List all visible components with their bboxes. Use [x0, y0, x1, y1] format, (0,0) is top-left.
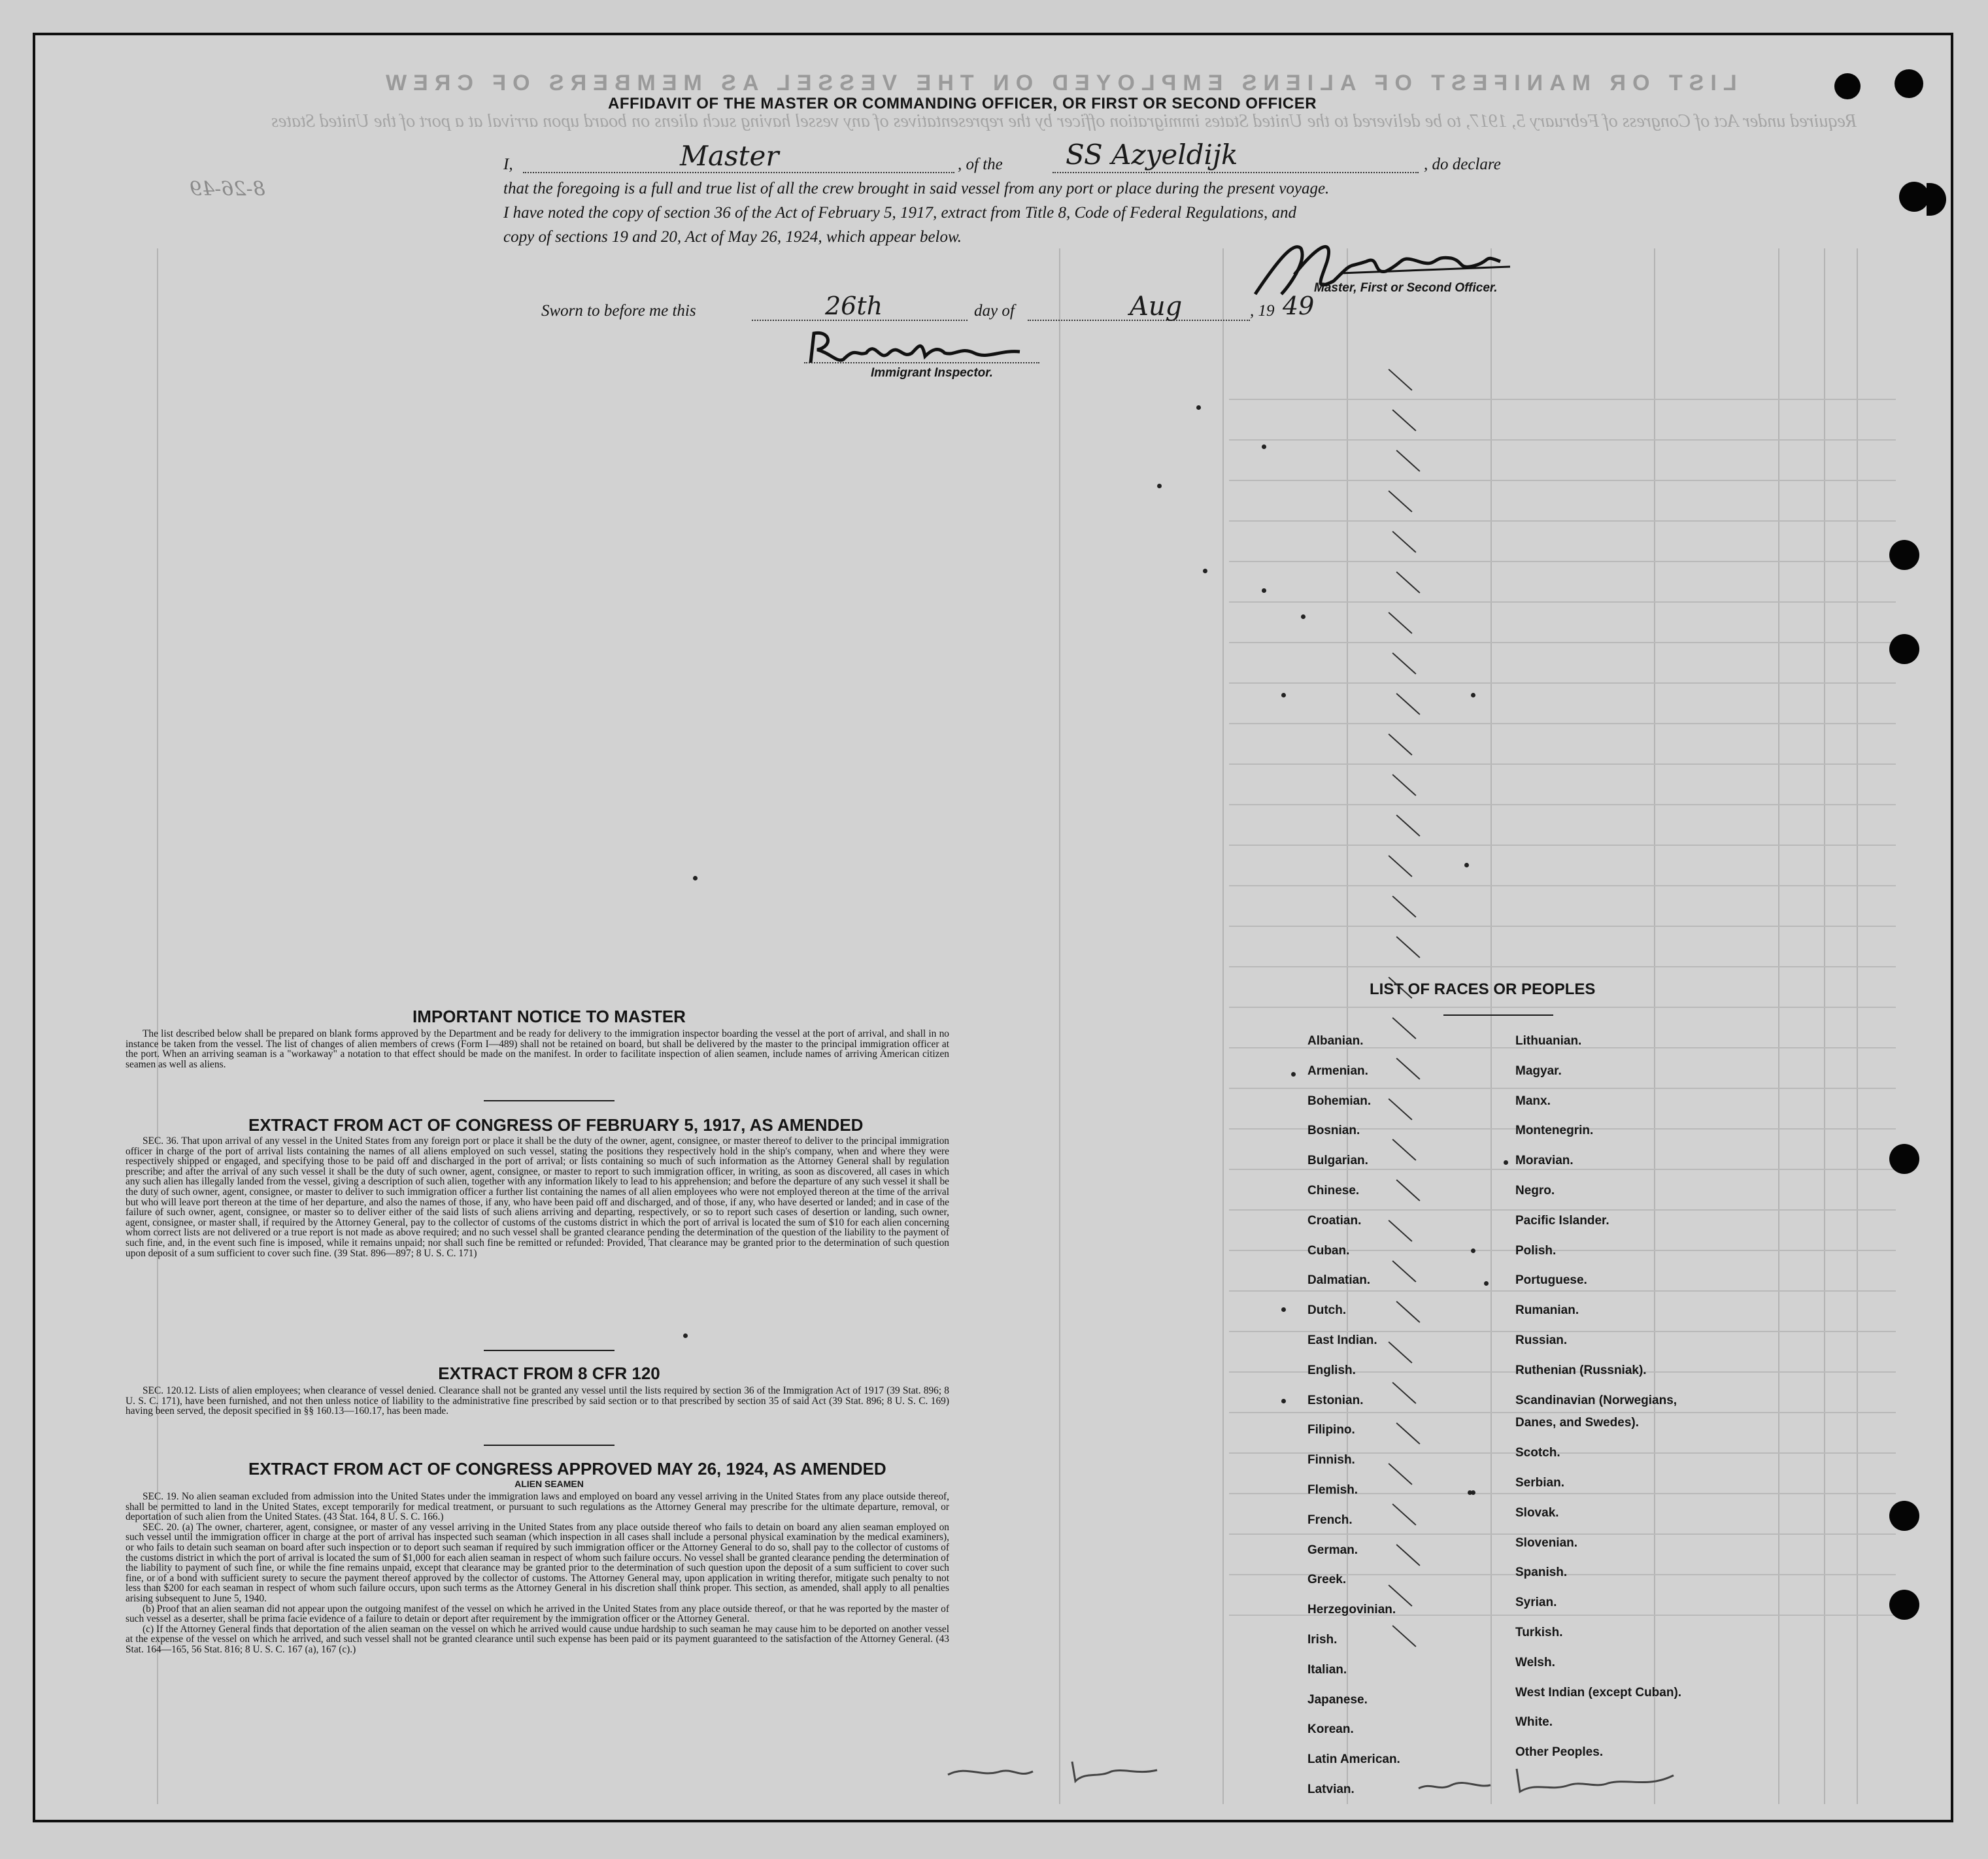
sworn-label: Sworn to before me this [541, 302, 696, 320]
ink-dot [1281, 693, 1286, 697]
important-notice-heading: IMPORTANT NOTICE TO MASTER [413, 1007, 686, 1026]
race-item: Other Peoples. [1515, 1745, 1604, 1760]
bleed-row-rule [1229, 399, 1896, 400]
bleed-row-rule [1229, 520, 1896, 522]
punch-hole [1895, 69, 1923, 98]
ink-dot [1196, 405, 1201, 410]
bleed-row-rule [1229, 642, 1896, 643]
ink-dot [1203, 569, 1207, 573]
bleed-row-rule [1229, 480, 1896, 481]
race-item: Italian. [1307, 1662, 1347, 1677]
bleed-column-rule [1654, 248, 1655, 1804]
bleed-column-rule [1491, 248, 1492, 1804]
race-item: West Indian (except Cuban). [1515, 1685, 1682, 1700]
race-item: Slovak. [1515, 1505, 1559, 1520]
divider [484, 1350, 615, 1351]
race-item: Syrian. [1515, 1596, 1557, 1610]
ink-dot [1157, 484, 1162, 488]
bleed-row-rule [1229, 1007, 1896, 1008]
divider [484, 1445, 615, 1446]
bleed-column-rule [1222, 248, 1224, 1804]
bleed-row-rule [1229, 1209, 1896, 1211]
important-notice-text [126, 1029, 949, 1069]
bleed-row-rule [1229, 723, 1896, 724]
race-item: English. [1307, 1363, 1356, 1377]
race-item: Dutch. [1307, 1303, 1347, 1318]
race-item: Albanian. [1307, 1034, 1364, 1048]
ink-dot [1281, 1307, 1286, 1312]
bleed-row-rule [1229, 1331, 1896, 1332]
bleed-column-rule [1347, 248, 1348, 1804]
inspector-line [804, 361, 1039, 363]
ink-dot [1464, 863, 1469, 867]
race-item: Russian. [1515, 1333, 1568, 1347]
ink-dot [1471, 1490, 1475, 1495]
section-19-paragraph: SEC. 19. No alien seaman excluded from admission into the United States under the immigration laws and employed on board any vessel arriving in the United States from any place outside thereof, shall be permitted to land in the United States, except temporarily for medical treatment, or pursuant to such regulations as the Attorney General may prescribe for the ultimate departure, removal, or deportation of such alien from the United States. (43 Stat. 164, 8 U. S. C. 166.) [126, 1491, 949, 1523]
race-item: Latin American. [1307, 1752, 1400, 1767]
bleed-row-rule [1229, 1290, 1896, 1292]
bleed-row-rule [1229, 682, 1896, 684]
race-item: Latvian. [1307, 1783, 1355, 1796]
bleed-column-rule [1857, 248, 1858, 1804]
sworn-year-handwritten: 49 [1283, 292, 1315, 320]
divider [484, 1100, 615, 1101]
bleed-column-rule [1824, 248, 1825, 1804]
punch-hole [1889, 634, 1919, 664]
extract-cfr-text [126, 1386, 949, 1416]
extract-1924-heading: EXTRACT FROM ACT OF CONGRESS APPROVED MAY 26, 1924, AS AMENDED [248, 1459, 886, 1479]
section-120-12-paragraph: SEC. 120.12. Lists of alien employees; when clearance of vessel denied. Clearance shall not be granted any vessel until the lists required by section 36 of the Immigration Act of 1917 (39 Stat. 896; 8 U. S. C. 171), have been furnished, and not then unless notice of liability to the administrative fine prescribed by said section or to that prescribed by section 35 of said Act (39 Stat. 896; 8 U. S. C. 169) having been served, the deposit specified in §§ 160.13—160.17, has been made. [126, 1385, 949, 1417]
bleed-row-rule [1229, 885, 1896, 886]
ink-dot [1262, 444, 1266, 449]
race-item: Japanese. [1307, 1692, 1368, 1707]
race-item: Montenegrin. [1515, 1124, 1594, 1138]
race-item: Slovenian. [1515, 1535, 1578, 1550]
bleed-row-rule [1229, 966, 1896, 967]
race-item: Ruthenian (Russniak). [1515, 1363, 1647, 1377]
bleed-row-rule [1229, 439, 1896, 441]
race-item: Danes, and Swedes). [1515, 1416, 1640, 1430]
important-notice-paragraph: The list described below shall be prepared on blank forms approved by the Department and be ready for delivery to the immigration inspector boarding the vessel at the port of arrival, and shall in no instance be taken from the vessel. The list of changes of alien members of crews (Form I—489) shall not be retained on board, but shall be delivered by the master to the principal immigration officer at the port. When an arriving seaman is a "workaway" a notation to that effect should be made on the manifest. In order to facilitate inspection of alien seamen, include names of arriving American citizen seamen as well as aliens. [126, 1028, 949, 1070]
race-item: Scotch. [1515, 1446, 1560, 1460]
race-item: Moravian. [1515, 1154, 1574, 1168]
bleed-column-rule [1778, 248, 1779, 1804]
day-of-label: day of [974, 302, 1015, 320]
race-item: Polish. [1515, 1243, 1557, 1258]
section-36-paragraph: SEC. 36. That upon arrival of any vessel in the United States from any foreign port or place it shall be the duty of the owner, agent, consignee, or master thereof to deliver to the principal immigration officer in charge of the port of arrival lists containing the names of all aliens employed on such vessel, stating the positions they respectively hold in the ship's company, when and where they were respectively shipped or engaged, and specifying those to be paid off and discharged in the port of arrival; or lists containing so much of such information as the Attorney General shall by regulation prescribe; and after the arrival of any such vessel it shall be the duty of such owner, agent, consignee, or master to report to such immigration officer, in writing, as soon as discovered, all cases in which any such alien has illegally landed from the vessel, giving a description of such alien, together with any information likely to lead to his apprehension; and before the departure of any such vessel it shall be the duty of such owner, agent, consignee, or master to deliver to such immigration officer a further list containing the names of all alien employees who were not employed thereon at the time of the arrival but who will leave port thereon at the time of her departure, and also the names of those, if any, who have been paid off and discharged, and of those, if any, who have deserted or landed; and in case of the failure of such owner, agent, consignee, or master so to deliver either of the said lists of such aliens arriving and departing, respectively, or so to report such cases of desertion or landing, such owner, agent, consignee, or master shall, if required by the Attorney General, pay to the collector of customs of the customs district in which the port of arrival is located the sum of $10 for each alien concerning whom correct lists are not delivered or a true report is not made as above required; and no such vessel shall be granted clearance pending the determination of the question of the liability to the payment of such fine, and, in the event such fine is imposed, while it remains unpaid; nor shall such fine be remitted or refunded: Provided, That clearance may be granted prior to the determination of such question upon deposit of a sum sufficient to cover such fine. (39 Stat. 896—897; 8 U. S. C. 171) [126, 1135, 949, 1259]
race-item: Bulgarian. [1307, 1154, 1368, 1168]
affidavit-heading: AFFIDAVIT OF THE MASTER OR COMMANDING OFFICER, OR FIRST OR SECOND OFFICER [608, 95, 1317, 112]
of-the-label: , of the [958, 156, 1003, 173]
race-item: Bosnian. [1307, 1124, 1360, 1138]
bleed-row-rule [1229, 1169, 1896, 1170]
vessel-fill-line [1053, 171, 1419, 173]
race-item: Lithuanian. [1515, 1034, 1582, 1048]
ink-dot [1262, 588, 1266, 593]
bleed-row-rule [1229, 1412, 1896, 1413]
race-item: Serbian. [1515, 1476, 1564, 1490]
race-item: Spanish. [1515, 1566, 1568, 1580]
section-20b-paragraph: (b) Proof that an alien seaman did not appear upon the outgoing manifest of the vessel on which he arrived in the United States from any place outside thereof, or that he was reported by the master of such vessel as a deserter, shall be prima facie evidence of a failure to detain or deport after requirement by the immigration officer or the Attorney General. [126, 1603, 949, 1625]
bleed-row-rule [1229, 763, 1896, 765]
races-divider [1443, 1014, 1553, 1016]
handwritten-scrawl [941, 1752, 1164, 1791]
sworn-day-handwritten: 26th [825, 292, 883, 320]
punch-hole [1834, 73, 1861, 99]
declaration-line-4: copy of sections 19 and 20, Act of May 26, 1924, which appear below. [503, 228, 962, 246]
alien-seamen-subheading: ALIEN SEAMEN [514, 1479, 584, 1489]
extract-cfr-heading: EXTRACT FROM 8 CFR 120 [438, 1364, 660, 1383]
race-item: Rumanian. [1515, 1303, 1579, 1318]
race-item: Chinese. [1307, 1184, 1360, 1197]
race-item: Scandinavian (Norwegians, [1515, 1393, 1677, 1407]
sworn-month-handwritten: Aug [1130, 292, 1183, 322]
margin-date-handwritten: 8-26-49 [190, 178, 265, 201]
ink-dot [1504, 1160, 1508, 1165]
declaration-line-2: that the foregoing is a full and true list of all the crew brought in said vessel from any port or place during the present voyage. [503, 180, 1330, 197]
extract-1917-text [126, 1136, 949, 1258]
race-item: Flemish. [1307, 1483, 1358, 1497]
section-20a-paragraph: SEC. 20. (a) The owner, charterer, agent, consignee, or master of any vessel arriving in the United States from any place outside thereof who fails to detain on board any alien seaman employed on such vessel until the immigration officer in charge at the port of arrival has inspected such seaman (which inspection in all cases shall include a personal physical examination by the medical examiners), or who fails to detain such seaman on board after such inspection or to deport such seaman if required by such immigration officer or the Attorney General to do so, shall pay to the collector of customs of the customs district in which the port of arrival is located the sum of $1,000 for each alien seaman in respect of whom such failure occurs. No vessel shall be granted clearance pending the determination of the liability to payment of such fine, or while the fine remains unpaid, except that clearance may be granted prior to the determination of such question upon the deposit of a sum sufficient to cover such fine, or of a bond with sufficient surety to secure the payment thereof approved by the collector of customs. The Attorney General may, upon application in writing therefor, mitigate such penalty to not less than $200 for each seaman in respect of whom such failure occurs, upon such terms as the Attorney General in his discretion shall think proper. This section, as amended, shall apply to all penalties arising subsequent to June 5, 1940. [126, 1521, 949, 1604]
punch-hole [1889, 1590, 1919, 1620]
bleed-row-rule [1229, 561, 1896, 562]
race-item: Estonian. [1307, 1393, 1364, 1407]
race-item: Croatian. [1307, 1213, 1362, 1228]
punch-hole [1889, 1144, 1919, 1174]
race-item: Portuguese. [1515, 1273, 1587, 1288]
bleed-row-rule [1229, 804, 1896, 805]
bleed-column-rule [1059, 248, 1060, 1804]
inspector-caption: Immigrant Inspector. [871, 366, 993, 380]
race-item: Welsh. [1515, 1655, 1555, 1669]
bleed-row-rule [1229, 926, 1896, 927]
race-item: Negro. [1515, 1184, 1555, 1197]
race-item: Filipino. [1307, 1423, 1355, 1437]
extract-1917-heading: EXTRACT FROM ACT OF CONGRESS OF FEBRUARY 5, 1917, AS AMENDED [248, 1115, 864, 1135]
ink-dot [1291, 1072, 1296, 1077]
punch-hole [1889, 1501, 1919, 1531]
race-item: Magyar. [1515, 1063, 1562, 1078]
ink-dot [683, 1333, 688, 1338]
races-heading: LIST OF RACES OR PEOPLES [1370, 980, 1596, 998]
ink-dot [1281, 1399, 1286, 1403]
race-item: Turkish. [1515, 1626, 1563, 1639]
race-item: Cuban. [1307, 1243, 1350, 1258]
bleed-row-rule [1229, 1533, 1896, 1535]
race-item: Finnish. [1307, 1453, 1355, 1467]
bleed-row-rule [1229, 601, 1896, 603]
i-label: I, [503, 156, 513, 173]
race-item: Armenian. [1307, 1063, 1368, 1078]
race-item: Herzegovinian. [1307, 1603, 1396, 1617]
declaration-line-3: I have noted the copy of section 36 of the Act of February 5, 1917, extract from Title 8, Code of Federal Regulations, and [503, 204, 1296, 222]
bleed-row-rule [1229, 845, 1896, 846]
race-item: Korean. [1307, 1722, 1354, 1737]
race-item: French. [1307, 1513, 1353, 1527]
signature-caption: Master, First or Second Officer. [1314, 281, 1498, 295]
ink-dot [1471, 1248, 1475, 1253]
race-item: East Indian. [1307, 1333, 1377, 1347]
ink-dot [1484, 1281, 1489, 1286]
master-handwritten: Master [680, 140, 779, 172]
section-20c-paragraph: (c) If the Attorney General finds that deportation of the alien seaman on the vessel on which he arrived would cause undue hardship to such seaman he may cause him to be deported on another vessel at the expense of the vessel on which he arrived, and such vessel shall not be granted clearance until such expense has been paid or its payment guaranteed to the satisfaction of the Attorney General. (43 Stat. 164—165, 56 Stat. 816; 8 U. S. C. 167 (a), 167 (c).) [126, 1623, 949, 1655]
race-item: Dalmatian. [1307, 1273, 1371, 1288]
race-item: Pacific Islander. [1515, 1213, 1609, 1228]
ink-dot [1471, 693, 1475, 697]
punch-hole [1899, 182, 1929, 212]
race-item: Greek. [1307, 1573, 1347, 1587]
ink-dot [1301, 614, 1306, 619]
bleed-through-header: LIST OR MANIFEST OF ALIENS EMPLOYED ON THE VESSEL AS MEMBERS OF CREW [379, 71, 1737, 95]
handwritten-scrawl [1412, 1762, 1687, 1801]
race-item: Irish. [1307, 1633, 1338, 1647]
do-declare-label: , do declare [1424, 156, 1501, 173]
punch-hole [1889, 540, 1919, 570]
vessel-handwritten: SS Azyeldijk [1066, 139, 1238, 171]
ink-dot [693, 876, 698, 880]
extract-1924-text [126, 1492, 949, 1655]
race-item: Bohemian. [1307, 1094, 1372, 1108]
race-item: White. [1515, 1715, 1553, 1730]
race-item: Manx. [1515, 1094, 1551, 1108]
race-item: German. [1307, 1543, 1358, 1557]
bleed-through-text: Required under Act of Congress of February 5, 1917, to be delivered to the United States immigration officer by the representatives of any vessel having such aliens on board upon arrival at a port of the United States [271, 111, 1857, 131]
bleed-row-rule [1229, 1088, 1896, 1089]
year-prefix: , 19 [1250, 302, 1275, 320]
